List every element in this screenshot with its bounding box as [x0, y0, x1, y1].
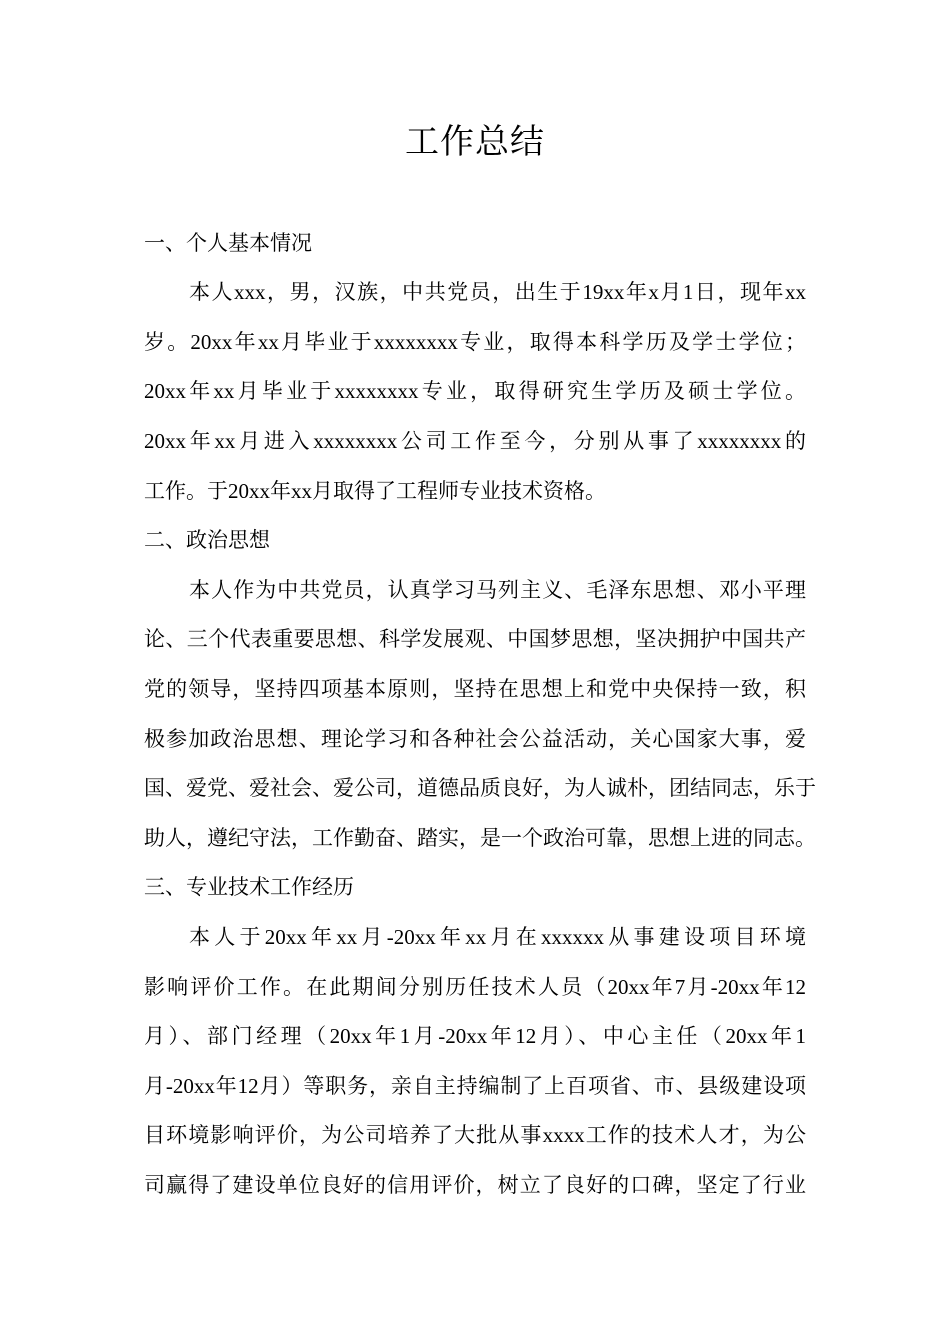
paragraph-line: 20xx年xx月进入xxxxxxxx公司工作至今，分别从事了xxxxxxxx的: [144, 429, 806, 453]
paragraph-line: 极参加政治思想、理论学习和各种社会公益活动，关心国家大事，爱: [144, 727, 806, 751]
paragraph-line: 月）、部门经理（20xx年1月-20xx年12月）、中心主任（20xx年1: [144, 1024, 806, 1048]
paragraph-line: 国、爱党、爱社会、爱公司，道德品质良好，为人诚朴，团结同志，乐于: [144, 776, 816, 800]
paragraph-line: 工作。于20xx年xx月取得了工程师专业技术资格。: [144, 479, 606, 503]
paragraph-line: 月-20xx年12月）等职务，亲自主持编制了上百项省、市、县级建设项: [144, 1074, 806, 1098]
section-heading: 三、专业技术工作经历: [144, 875, 354, 899]
document-title: 工作总结: [405, 122, 545, 162]
paragraph-line: 目环境影响评价，为公司培养了大批从事xxxx工作的技术人才，为公: [144, 1123, 806, 1147]
paragraph-line: 本人作为中共党员，认真学习马列主义、毛泽东思想、邓小平理: [189, 578, 806, 602]
paragraph-line: 论、三个代表重要思想、科学发展观、中国梦思想，坚决拥护中国共产: [144, 627, 806, 651]
section-heading: 二、政治思想: [144, 528, 270, 552]
paragraph-line: 党的领导，坚持四项基本原则，坚持在思想上和党中央保持一致，积: [144, 677, 806, 701]
paragraph-line: 助人，遵纪守法，工作勤奋、踏实，是一个政治可靠，思想上进的同志。: [144, 826, 816, 850]
paragraph-line: 影响评价工作。在此期间分别历任技术人员（20xx年7月-20xx年12: [144, 975, 806, 999]
section-heading: 一、个人基本情况: [144, 231, 312, 255]
paragraph-line: 本人于20xx年xx月-20xx年xx月在xxxxxx从事建设项目环境: [189, 925, 806, 949]
paragraph-line: 20xx年xx月毕业于xxxxxxxx专业，取得研究生学历及硕士学位。: [144, 379, 806, 403]
paragraph-line: 本人xxx，男，汉族，中共党员，出生于19xx年x月1日，现年xx: [189, 280, 806, 304]
paragraph-line: 司赢得了建设单位良好的信用评价，树立了良好的口碑，坚定了行业: [144, 1173, 806, 1197]
paragraph-line: 岁。20xx年xx月毕业于xxxxxxxx专业，取得本科学历及学士学位；: [144, 330, 806, 354]
